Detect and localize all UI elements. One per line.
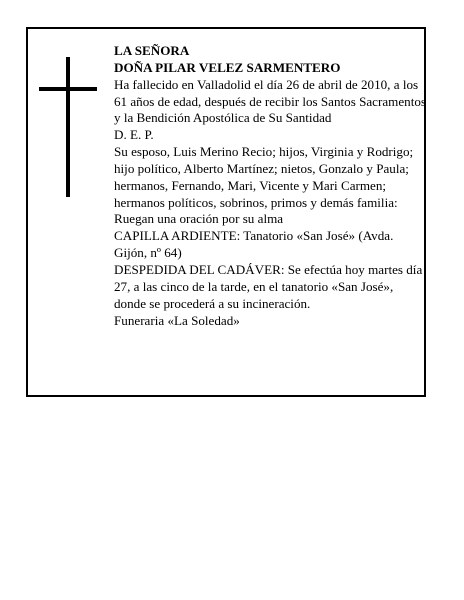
funeral-details: DESPEDIDA DEL CADÁVER: Se efectúa hoy martes día 27, a las cinco de la tarde, en el tanatorio «San José», donde se procederá a su incineración. bbox=[114, 261, 423, 311]
notice-title: LA SEÑORA bbox=[114, 43, 190, 58]
funeral-home: Funeraria «La Soledad» bbox=[114, 312, 240, 328]
wake-location: CAPILLA ARDIENTE: Tanatorio «San José» (Avda. Gijón, nº 64) bbox=[114, 228, 394, 261]
obituary-notice bbox=[26, 27, 426, 397]
rest-in-peace: D. E. P. bbox=[114, 127, 154, 143]
death-announcement: Ha fallecido en Valladolid el día 26 de abril de 2010, a los 61 años de edad, después de recibir los Santos Sacramentos y la Bendición Apostólica de Su Santidad bbox=[114, 76, 426, 126]
deceased-name: DOÑA PILAR VELEZ SARMENTERO bbox=[114, 59, 341, 75]
prayer-request: Ruegan una oración por su alma bbox=[114, 211, 284, 227]
cross-vertical-bar bbox=[66, 57, 70, 197]
notice-text bbox=[114, 43, 426, 329]
cross-horizontal-bar bbox=[39, 87, 97, 91]
family-list: Su esposo, Luis Merino Recio; hijos, Virginia y Rodrigo; hijo político, Alberto Martínez; nietos, Gonzalo y Paula; hermanos, Fernando, Mari, Vicente y Mari Carmen; hermanos políticos, sobrinos, primos y demás familia: bbox=[114, 144, 414, 210]
